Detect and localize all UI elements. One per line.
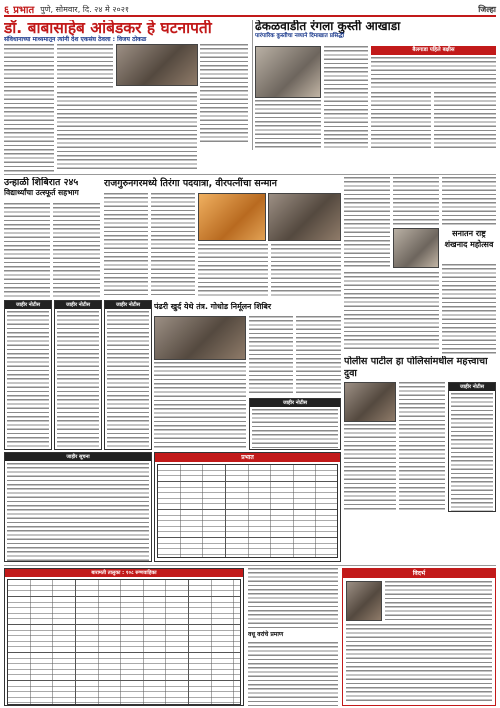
wrestling-headline-block [255,20,496,44]
bottom-box [342,568,496,706]
wrestling-headline: ढेकळवाडीत रंगला कुस्ती आखाडा [255,20,401,33]
rajguru-headline: राजगुरुनगरमध्ये तिरंगा पदयात्रा, वीरपत्नींचा सन्मान [104,178,277,189]
shankar-headline: सनातन राष्ट्र [452,229,486,238]
ambedkar-headline: डॉ. बाबासाहेब आंबेडकर हे घटनापती [4,20,212,37]
rajguru-photo-2 [268,193,341,241]
masthead [4,3,496,17]
rajguru-column-1 [104,193,148,298]
wrestling-photo [255,46,321,98]
notice-title: जाहीर नोटीस [105,301,151,309]
notice-title: जाहीर नोटीस [55,301,101,309]
region-label: जिल्हा [478,4,496,14]
pandhari-photo [154,316,246,360]
notice-title: जाहीर सूचना [5,453,151,461]
pandhari-notice [249,398,341,450]
vidyarthi-headline: उन्हाळी शिबिरात २४५ [4,177,79,188]
section-rule [4,174,496,175]
wrestling-prize-banner: बैलगाडा पहिले बक्षीस [371,46,496,55]
pandhari-body [154,362,246,450]
notice-box-4 [4,452,152,562]
right-column-2 [393,177,439,225]
ambedkar-column-4 [200,44,248,144]
bottom-rule [4,565,496,566]
police-headline: पोलीस पाटील हा पोलिसांमधील महत्त्वाचा दुवा [344,356,488,379]
ambedkar-photo [116,44,198,86]
vidyarthi-column-2 [53,203,100,298]
classified-block [154,452,341,562]
rajguru-headline-block [104,177,341,191]
police-headline-block [344,356,496,380]
bottom-photo [346,581,382,621]
classified-title: प्रभात [155,453,340,462]
notice-title: जाहीर नोटीस [5,301,51,309]
police-column-1 [399,382,445,512]
ambedkar-column-2 [57,44,113,90]
notice-box-1 [4,300,52,450]
right-photo [393,228,439,268]
bottom-small-head-block [248,630,338,640]
shankar-subhead: शंखनाद महोत्सव [444,240,494,249]
bottom-small-head: वधू वरांचे प्रमाण [248,631,284,638]
police-photo [344,382,396,422]
right-column-1 [344,177,390,269]
bottom-column-2 [248,642,338,706]
ambedkar-column-1 [4,44,54,172]
wrestling-prize-list [371,57,496,89]
wrestling-column-2 [255,100,321,148]
police-notice [448,382,496,512]
pandhari-column-1 [249,316,293,396]
notice-title: जाहीर नोटीस [250,399,340,407]
bottom-table-title: बारामती तालुका : १०८ रुग्णवाहिका [5,569,243,577]
shankar-headline-block [442,228,496,262]
page-number: ६ [4,5,10,16]
date-line: पुणे, सोमवार, दि. २४ मे २०२१ [40,4,130,14]
vidyarthi-headline-block [4,177,100,201]
pandhari-headline-block [154,300,341,314]
police-column-2 [344,424,396,512]
notice-box-3 [104,300,152,450]
vidyarthi-subhead: विद्यार्थ्यांचा उत्स्फूर्त सहभाग [4,188,79,197]
bottom-table-block [4,568,244,706]
ambedkar-body [57,92,197,172]
wrestling-column-4 [434,92,496,148]
rajguru-photo-1 [198,193,266,241]
wrestling-column-1 [324,46,368,136]
pandhari-column-2 [296,316,341,396]
bottom-column-1 [248,568,338,628]
notice-title: जाहीर नोटीस [449,383,495,391]
column-rule [252,20,253,150]
rajguru-column-4 [271,244,341,298]
right-column-3 [442,177,496,225]
wrestling-column-5 [324,138,368,148]
paper-logo: प्रभात [13,5,35,16]
shankar-body [442,264,496,354]
right-column-4 [344,272,439,352]
bottom-box-title: विदर्भ [343,569,495,578]
ambedkar-subhead: संविधानाच्या माध्यमातून त्यांनी देश एकसंघ ठेवला : विजय ठोकळ [4,36,147,42]
ambedkar-headline-block [4,20,250,42]
rajguru-column-2 [151,193,195,298]
notice-box-2 [54,300,102,450]
vidyarthi-column-1 [4,203,50,298]
wrestling-subhead: पारंपारिक कुस्तीचा नव्याने दिमाखात प्रसिद्धी [255,33,345,39]
rajguru-column-3 [198,244,268,298]
pandhari-headline: पंढरी खुर्द येथे तंत्र. गोधोड निर्मूलन शिबिर [154,302,272,311]
wrestling-column-3 [371,92,431,148]
